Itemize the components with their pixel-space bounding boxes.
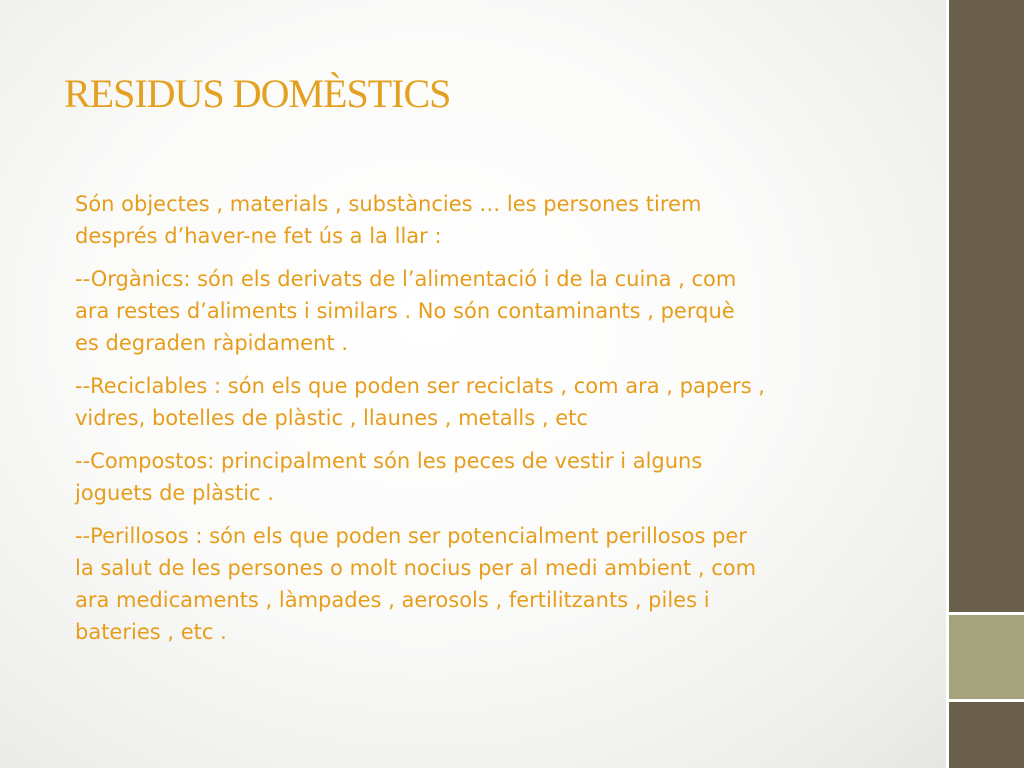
sidebar-accent-block	[949, 612, 1024, 702]
intro-paragraph: Són objectes , materials , substàncies … les persones tirem després d’haver-ne fet ús a la llar :	[75, 192, 702, 248]
slide-body	[75, 188, 915, 659]
decorative-sidebar	[946, 0, 1024, 768]
recyclables-paragraph: --Reciclables : són els que poden ser reciclats , com ara , papers , vidres, botelles de plàstic , llaunes , metalls , etc	[75, 374, 765, 430]
slide-title: RESIDUS DOMÈSTICS	[64, 71, 451, 116]
organics-paragraph: --Orgànics: són els derivats de l’alimentació i de la cuina , com ara restes d’aliments i similars . No són contaminants , perquè es degraden ràpidament .	[75, 267, 737, 355]
hazardous-paragraph: --Perillosos : són els que poden ser potencialment perillosos per la salut de les persones o molt nocius per al medi ambient , com ara medicaments , làmpades , aerosols , fertilitzants , piles i bateries , etc .	[75, 524, 757, 644]
composites-paragraph: --Compostos: principalment són les peces de vestir i alguns joguets de plàstic .	[75, 449, 703, 505]
